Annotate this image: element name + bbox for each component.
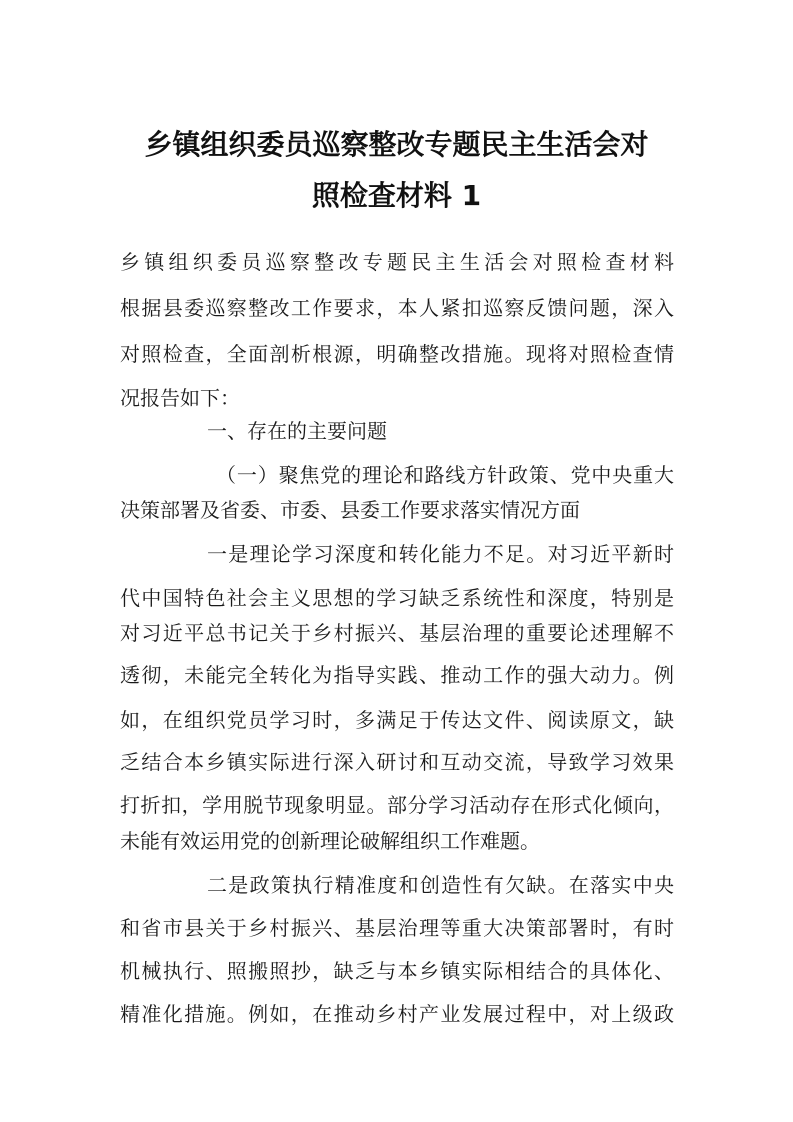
body-line: 打折扣，学用脱节现象明显。部分学习活动存在形式化倾向，	[120, 793, 674, 817]
subsection-heading-line: （一）聚焦党的理论和路线方针政策、党中央重大	[216, 463, 674, 487]
document-title-line-2: 照检查材料 1	[311, 179, 482, 212]
body-line: 精准化措施。例如，在推动乡村产业发展过程中，对上级政	[120, 1002, 674, 1026]
body-line: 二是政策执行精准度和创造性有欠缺。在落实中央	[207, 873, 674, 897]
body-line: 机械执行、照搬照抄，缺乏与本乡镇实际相结合的具体化、	[120, 959, 674, 983]
body-line: 未能有效运用党的创新理论破解组织工作难题。	[120, 829, 540, 853]
body-line: 如，在组织党员学习时，多满足于传达文件、阅读原文，缺	[120, 708, 674, 732]
body-line: 一是理论学习深度和转化能力不足。对习近平新时	[207, 542, 674, 566]
body-line: 透彻，未能完全转化为指导实践、推动工作的强大动力。例	[120, 663, 674, 687]
body-line: 乏结合本乡镇实际进行深入研讨和互动交流，导致学习效果	[120, 750, 674, 774]
document-title-line-1: 乡镇组织委员巡察整改专题民主生活会对	[144, 128, 649, 161]
subsection-heading-line: 决策部署及省委、市委、县委工作要求落实情况方面	[120, 498, 580, 522]
body-line: 对照检查，全面剖析根源，明确整改措施。现将对照检查情	[120, 342, 674, 366]
body-line: 对习近平总书记关于乡村振兴、基层治理的重要论述理解不	[120, 621, 674, 645]
body-line: 乡镇组织委员巡察整改专题民主生活会对照检查材料	[120, 250, 674, 274]
body-line: 代中国特色社会主义思想的学习缺乏系统性和深度，特别是	[120, 586, 674, 610]
body-line: 和省市县关于乡村振兴、基层治理等重大决策部署时，有时	[120, 916, 674, 940]
body-line: 根据县委巡察整改工作要求，本人紧扣巡察反馈问题，深入	[120, 296, 674, 320]
body-line: 况报告如下：	[120, 386, 240, 410]
section-heading: 一、存在的主要问题	[207, 419, 387, 443]
